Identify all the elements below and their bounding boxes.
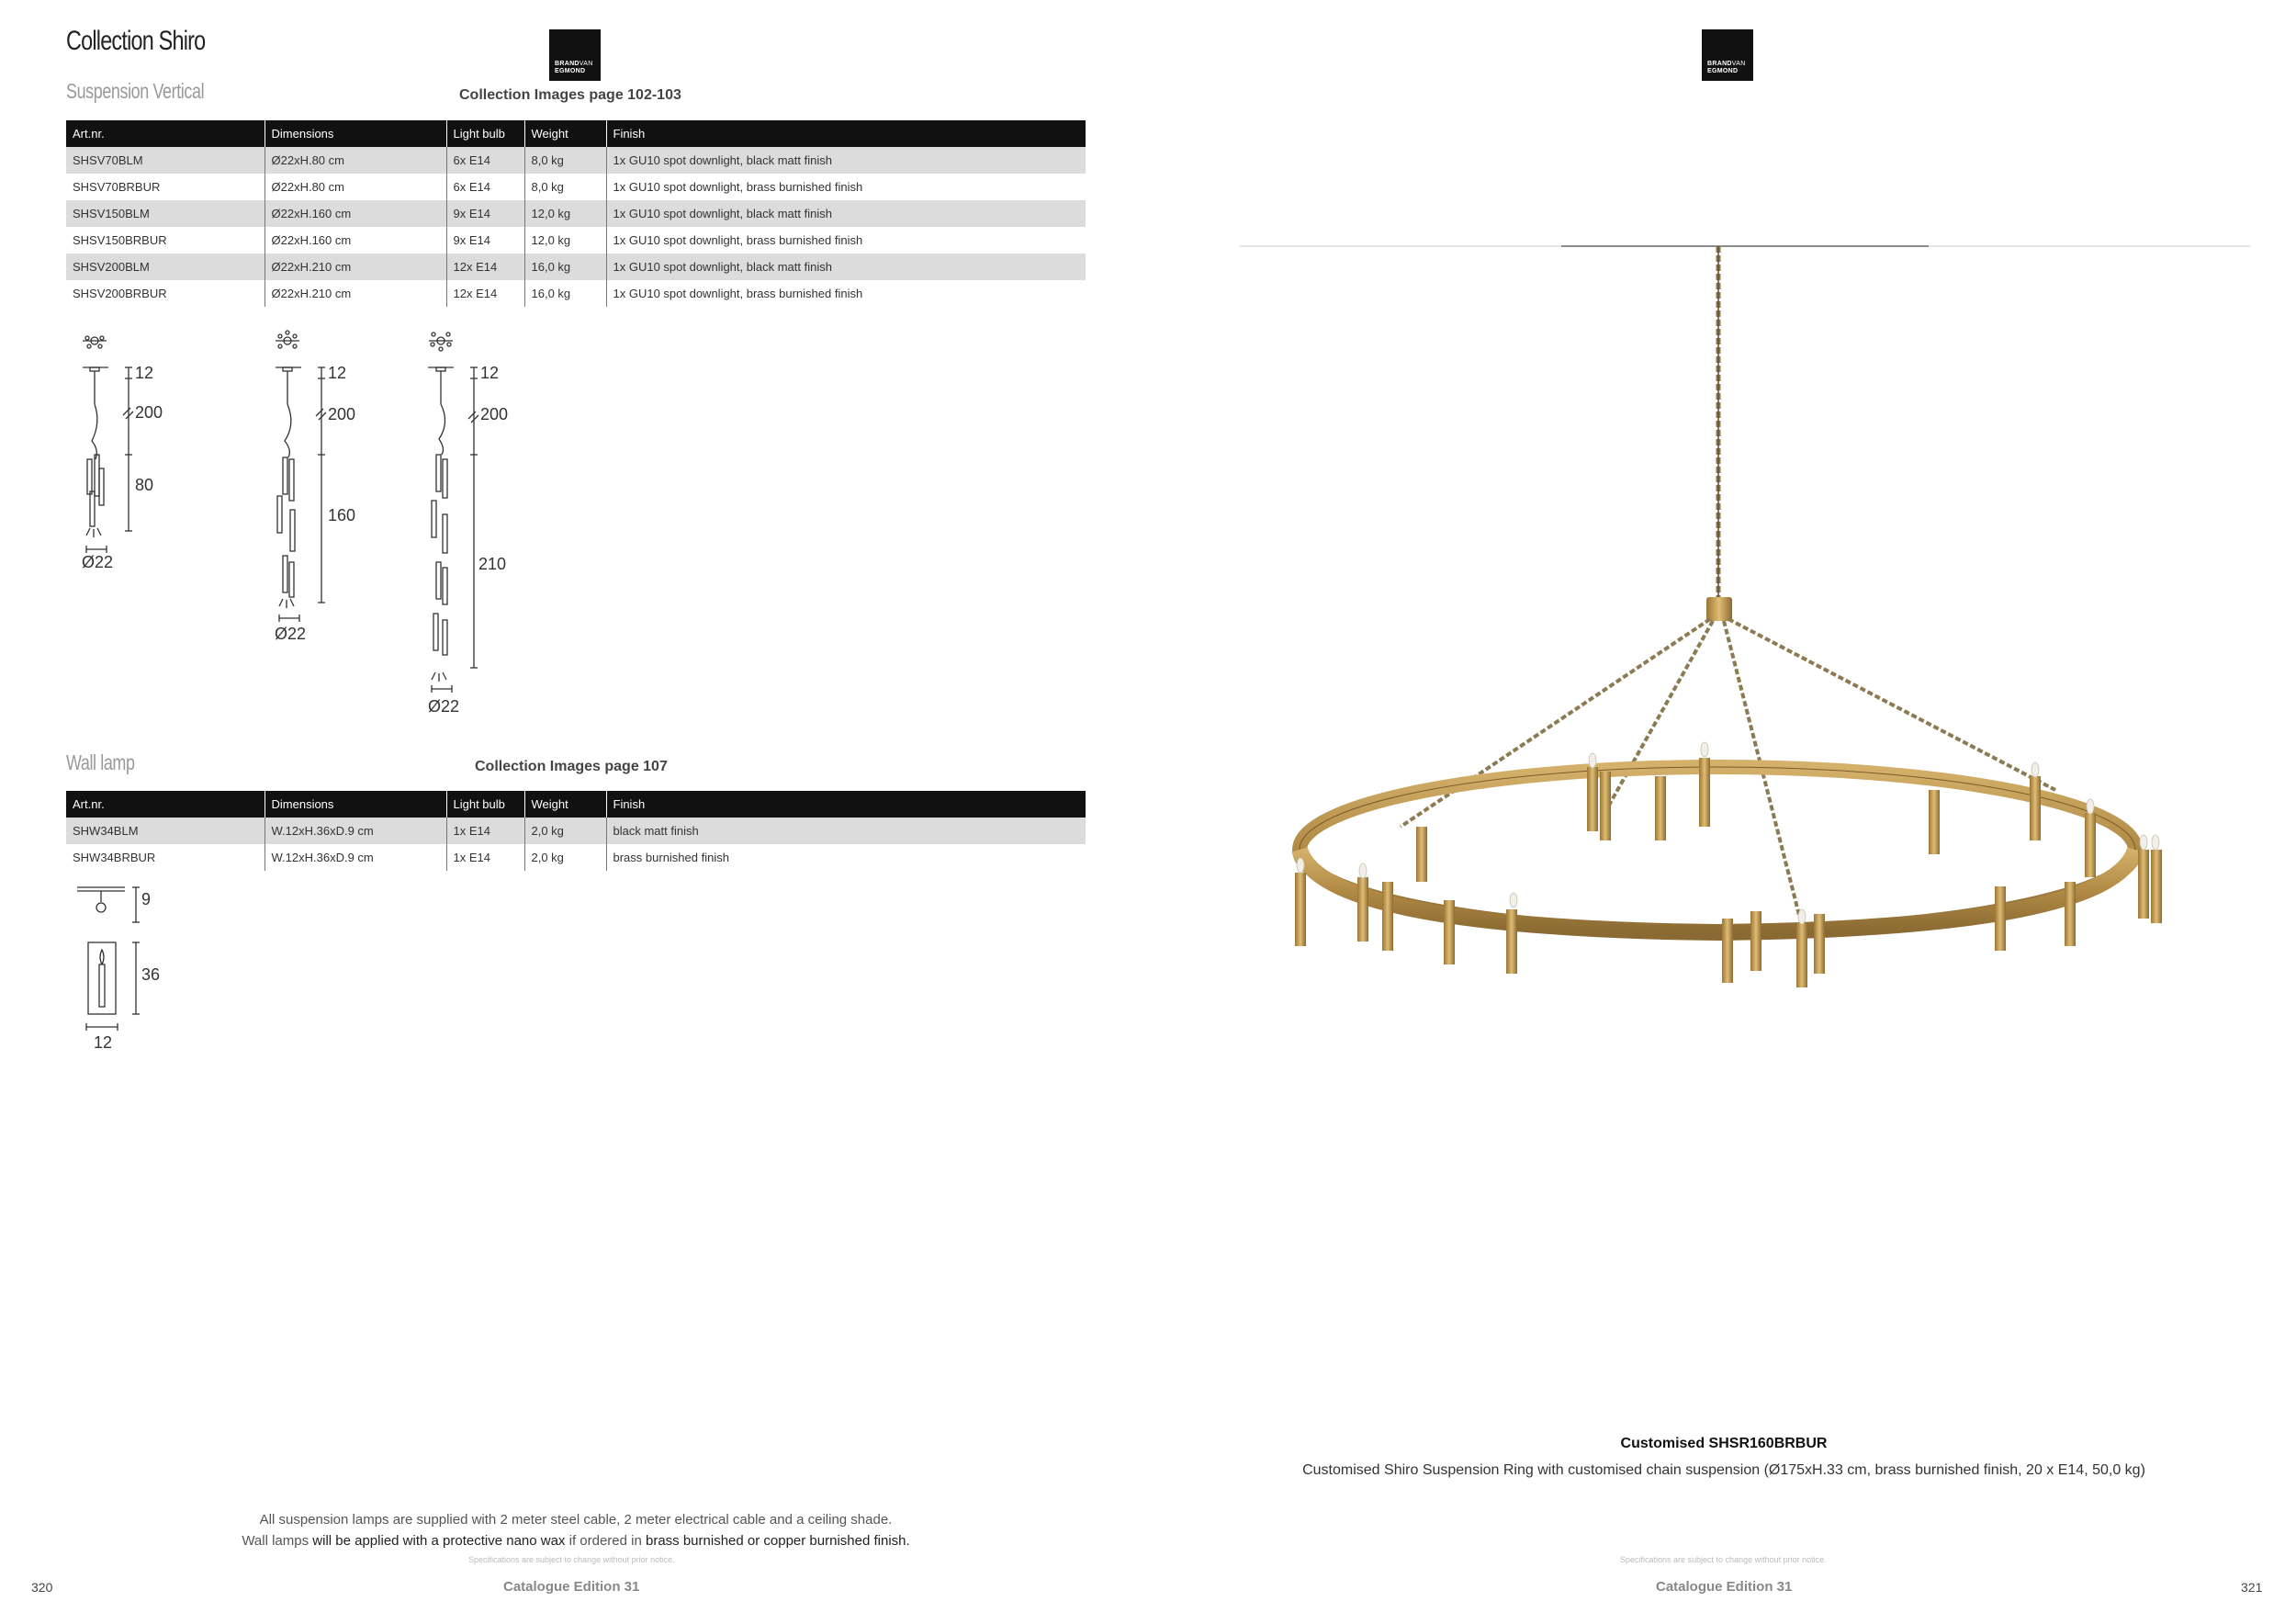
dim-diameter: Ø22: [82, 553, 114, 571]
table-cell: SHSV70BRBUR: [73, 180, 161, 194]
wall-lamp-drawing: [73, 882, 165, 1047]
top-view-icon: [276, 331, 299, 348]
table-row: [66, 147, 1086, 174]
table-cell: 12,0 kg: [524, 200, 606, 227]
table-cell: Ø22xH.80 cm: [264, 147, 446, 174]
table-cell: 1x GU10 spot downlight, brass burnished finish: [606, 280, 1086, 307]
table-cell: SHSV70BLM: [66, 147, 264, 174]
dim-diameter: Ø22: [275, 625, 307, 643]
suspension-heading: Suspension Vertical: [66, 79, 205, 103]
suspension-images-ref: Collection Images page 102-103: [459, 87, 681, 103]
dim-height: 36: [141, 965, 161, 984]
table-cell: 9x E14: [446, 200, 524, 227]
column-header: Art.nr.: [66, 120, 264, 147]
table-row: [66, 818, 1086, 844]
column-header: Art.nr.: [66, 791, 264, 818]
dim-body: 160: [328, 506, 356, 524]
table-row: [66, 280, 1086, 307]
footer-left: Catalogue Edition 31: [503, 1579, 640, 1595]
disclaimer-right: Specifications are subject to change without prior notice.: [1620, 1555, 1827, 1564]
table-row: [66, 174, 1086, 200]
table-row: [66, 227, 1086, 254]
table-cell: W.12xH.36xD.9 cm: [264, 818, 446, 844]
dim-diameter: Ø22: [428, 697, 460, 716]
column-header: Finish: [606, 791, 1086, 818]
drawing-svsm-150: [276, 331, 326, 622]
table-cell: SHSV150BLM: [66, 200, 264, 227]
dim-width: 12: [94, 1033, 113, 1052]
dim-cable: 200: [135, 403, 163, 422]
table-cell: 2,0 kg: [524, 844, 606, 871]
table-row: [66, 200, 1086, 227]
table-cell: 16,0 kg: [524, 254, 606, 280]
suspension-spec-table: [66, 120, 1086, 307]
column-header: Dimensions: [264, 791, 446, 818]
table-row: [66, 844, 1086, 871]
table-cell: 1x GU10 spot downlight, black matt finish: [606, 200, 1086, 227]
note-suspension: All suspension lamps are supplied with 2 meter steel cable, 2 meter electrical cable and a ceiling shade.: [259, 1512, 893, 1528]
table-cell: 1x GU10 spot downlight, brass burnished finish: [606, 174, 1086, 200]
table-cell: 2,0 kg: [524, 818, 606, 844]
dim-depth: 9: [141, 890, 152, 908]
table-cell: 12x E14: [446, 280, 524, 307]
brand-logo-right: BRANDVAN EGMOND: [1702, 29, 1753, 81]
dim-body: 80: [135, 476, 154, 494]
table-cell: Ø22xH.210 cm: [264, 254, 446, 280]
table-cell: 1x GU10 spot downlight, black matt finish: [606, 147, 1086, 174]
column-header: Light bulb: [446, 791, 524, 818]
table-cell: 9x E14: [446, 227, 524, 254]
table-cell: SHW34BRBUR: [73, 851, 156, 864]
column-header: Weight: [524, 791, 606, 818]
table-cell: Ø22xH.210 cm: [264, 280, 446, 307]
page-number-right: 321: [2241, 1580, 2263, 1595]
table-row: [66, 254, 1086, 280]
column-header: Light bulb: [446, 120, 524, 147]
column-header: Weight: [524, 120, 606, 147]
suspension-drawings: [55, 321, 551, 735]
table-cell: SHSV200BLM: [66, 254, 264, 280]
brand-logo-left: BRANDVAN EGMOND: [549, 29, 601, 81]
table-cell: 1x E14: [446, 844, 524, 871]
table-cell: 6x E14: [446, 147, 524, 174]
table-cell: 6x E14: [446, 174, 524, 200]
drawing-svsm-70: [83, 336, 133, 553]
dim-body: 210: [478, 555, 507, 573]
table-cell: Ø22xH.160 cm: [264, 200, 446, 227]
table-header-row: [66, 120, 1086, 147]
dim-cable: 200: [480, 405, 509, 423]
collection-title: Collection Shiro: [66, 26, 206, 56]
table-cell: 1x GU10 spot downlight, brass burnished finish: [606, 227, 1086, 254]
page-number-left: 320: [31, 1580, 53, 1595]
column-header: Finish: [606, 120, 1086, 147]
dim-cable: 200: [328, 405, 356, 423]
wall-heading: Wall lamp: [66, 750, 135, 774]
caption-body: Customised Shiro Suspension Ring with customised chain suspension (Ø175xH.33 cm, brass burnished finish, 20 x E14, 50,0 kg): [1302, 1462, 2145, 1478]
top-view-icon: [429, 333, 453, 351]
table-cell: Ø22xH.80 cm: [264, 174, 446, 200]
note-wall-lamps: Wall lamps will be applied with a protective nano wax if ordered in brass burnished or copper burnished finish.: [242, 1533, 910, 1549]
table-cell: SHSV200BRBUR: [73, 287, 167, 300]
table-cell: 12x E14: [446, 254, 524, 280]
table-cell: 1x E14: [446, 818, 524, 844]
wall-images-ref: Collection Images page 107: [475, 759, 668, 774]
table-cell: 16,0 kg: [524, 280, 606, 307]
caption-title: Customised SHSR160BRBUR: [1620, 1436, 1828, 1451]
disclaimer-left: Specifications are subject to change without prior notice.: [468, 1555, 675, 1564]
column-header: Dimensions: [264, 120, 446, 147]
table-cell: Ø22xH.160 cm: [264, 227, 446, 254]
table-cell: 12,0 kg: [524, 227, 606, 254]
table-cell: brass burnished finish: [606, 844, 1086, 871]
table-cell: SHSV150BRBUR: [73, 233, 167, 247]
dim-top: 12: [328, 364, 347, 382]
table-cell: black matt finish: [606, 818, 1086, 844]
table-cell: SHW34BLM: [66, 818, 264, 844]
top-view-icon: [83, 336, 107, 348]
footer-right: Catalogue Edition 31: [1656, 1579, 1793, 1595]
table-cell: 8,0 kg: [524, 174, 606, 200]
dim-top: 12: [480, 364, 500, 382]
table-cell: W.12xH.36xD.9 cm: [264, 844, 446, 871]
wall-spec-table: [66, 791, 1086, 871]
dim-top: 12: [135, 364, 154, 382]
table-cell: 8,0 kg: [524, 147, 606, 174]
chandelier-photo: [1240, 239, 2250, 1020]
drawing-svsm-200: [428, 333, 478, 693]
table-cell: 1x GU10 spot downlight, black matt finish: [606, 254, 1086, 280]
table-header-row: [66, 791, 1086, 818]
